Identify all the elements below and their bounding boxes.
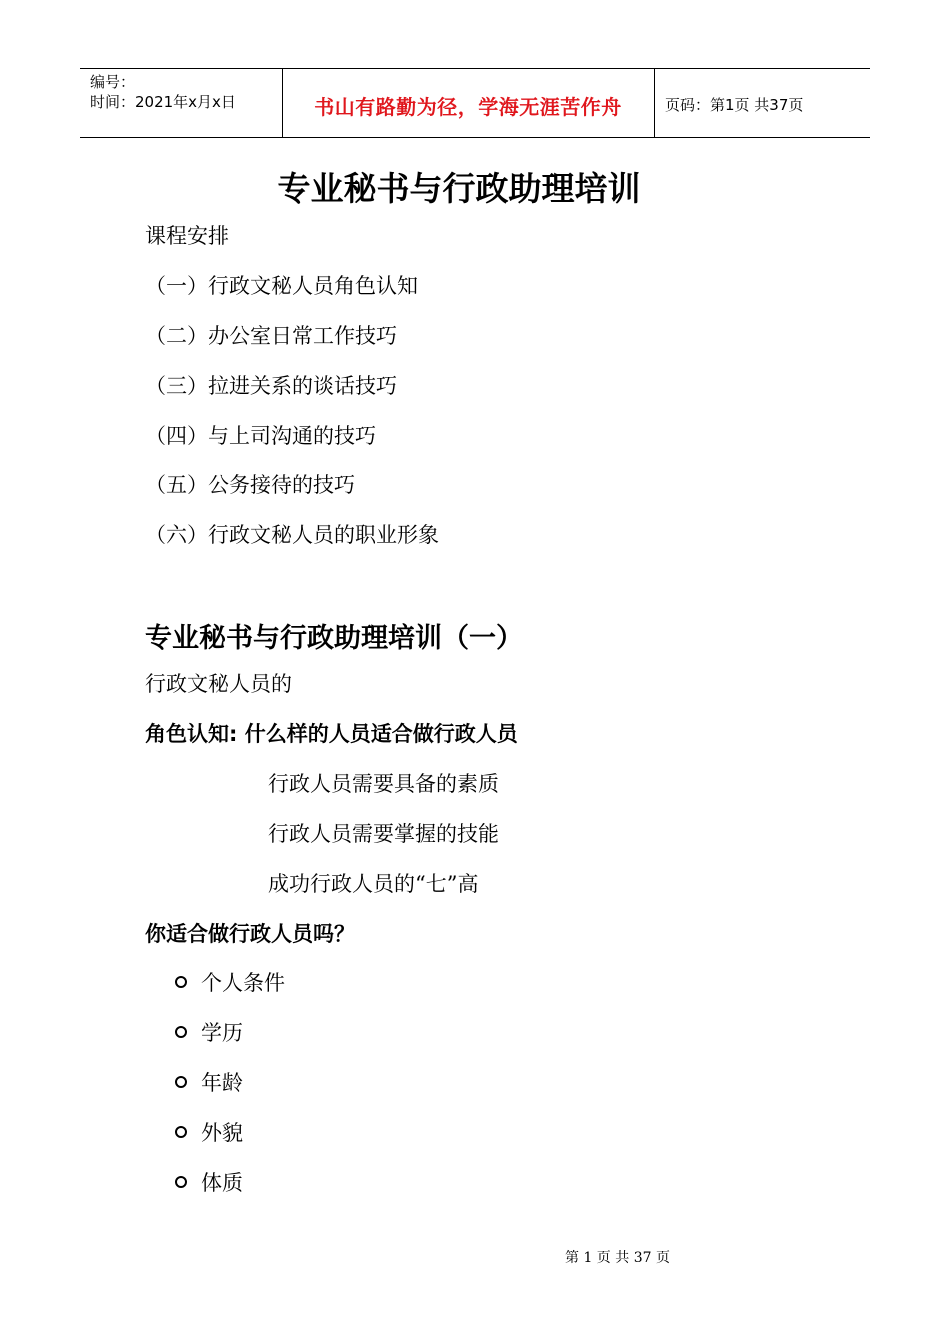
schedule-item: （四）与上司沟通的技巧 [145,424,376,448]
circle-bullet-icon [175,1126,187,1138]
page-label: 页码：第1页 共37页 [665,96,804,114]
bullet-item [175,1117,243,1147]
header-motto-cell [282,69,655,137]
circle-bullet-icon [175,1026,187,1038]
motto-text: 书山有路勤为径，学海无涯苦作舟 [314,95,622,119]
schedule-heading: 课程安排 [145,224,229,248]
bullet-item [175,1017,243,1047]
section-heading: 专业秘书与行政助理培训（一） [145,623,523,654]
question-heading: 你适合做行政人员吗？ [145,922,355,946]
header-table [80,68,870,138]
section-subtitle: 行政文秘人员的 [145,672,292,696]
sub-item: 行政人员需要掌握的技能 [268,822,499,846]
schedule-item: （六）行政文秘人员的职业形象 [145,523,439,547]
circle-bullet-icon [175,1176,187,1188]
bullet-item [175,1067,243,1097]
header-info-cell [80,69,283,137]
date-label: 时间：2021年x月x日 [90,93,236,111]
document-title: 专业秘书与行政助理培训 [277,169,641,208]
footer-text: 第 1 页 共 37 页 [565,1250,670,1266]
circle-bullet-icon [175,976,187,988]
circle-bullet-icon [175,1076,187,1088]
schedule-item: （三）拉进关系的谈话技巧 [145,374,397,398]
bullet-text: 个人条件 [201,971,285,995]
bullet-text: 学历 [201,1021,243,1045]
role-cognition-line: 角色认知: 什么样的人员适合做行政人员 [145,722,518,746]
bullet-text: 年龄 [201,1071,243,1095]
bullet-text: 体质 [201,1171,243,1195]
bullet-item [175,1167,243,1197]
sub-item: 行政人员需要具备的素质 [268,772,499,796]
schedule-item: （一）行政文秘人员角色认知 [145,274,418,298]
schedule-item: （五）公务接待的技巧 [145,473,355,497]
page-footer [0,1247,950,1267]
number-label: 编号： [90,73,136,91]
sub-item: 成功行政人员的“七”高 [268,872,479,896]
bullet-item [175,967,285,997]
schedule-item: （二）办公室日常工作技巧 [145,324,397,348]
bullet-text: 外貌 [201,1121,243,1145]
header-page-cell [655,69,870,137]
